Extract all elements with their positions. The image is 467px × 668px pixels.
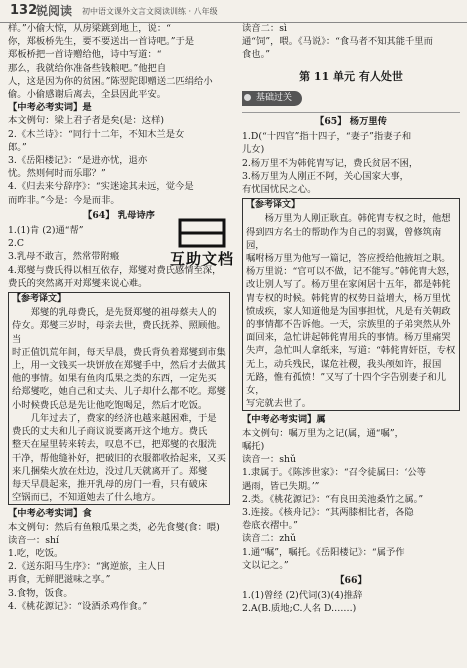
text-line: 愤成疾，家人知道他是为国事担忧，凡是有关朝政 (246, 305, 451, 317)
text-line: 无路，惟有孤愤！”又写了十四个字告别妻子和儿女， (246, 371, 446, 397)
text-line: 得到四方名士的帮助作为自己的羽翼，曾修筑南园， (246, 226, 442, 251)
intro-paragraph (8, 22, 230, 101)
text-line: 整天在屋里转来转去，叹息不已，把郑燮的衣服洗 (12, 439, 217, 451)
text-line: 卷底衣褶中。” (242, 520, 298, 532)
text-line: 本文例句：梁上君子者是矣(是：这样) (8, 115, 165, 127)
text-line: 小时候费氏总是先让他吃饱喝足，然后才吃饭。 (12, 399, 208, 411)
answer-line: 2.C (8, 238, 24, 250)
text-line: 空锅而已，不知道她去了什么地方。 (12, 492, 161, 504)
text-line: 失声，急忙叫人拿纸来，写道：“韩侂胄奸臣，专权 (246, 345, 456, 357)
text-line: 嘱托) (242, 440, 265, 452)
section-title: 【65】 杨万里传 (315, 116, 387, 128)
text-line: 费氏的丈夫和儿子商议说要离开这个地方。费氏 (12, 426, 208, 438)
text-line: 面回来，急忙讲起韩侂胄用兵的事情。杨万里痛哭 (246, 332, 451, 344)
answer-line: 1.(1)肯 (2)通“帮” (8, 225, 84, 237)
answer-line: 2.A(B.质地;C.人名 D.……) (242, 603, 357, 615)
text-line: 4.《归去来兮辞序》：“实迷途其未远，觉今是 (8, 181, 194, 193)
text-line: 干净，帮他缝补好，把破旧的衣服都收拾起来，又买 (12, 452, 226, 464)
text-line: 改让别人写了。杨万里在家闲居十五年，都是韩侂 (246, 279, 451, 291)
text-line: 读音二：zhǔ (242, 533, 297, 545)
exam-word-heading: 【中考必考实词】是 (8, 102, 92, 114)
brand-logo: 锐阅读 (36, 4, 73, 18)
text-line: 人，这是因为你的贫困。”陈翌陀即赠送二匹绢给小 (8, 75, 213, 87)
stamp-logo-icon (170, 218, 256, 250)
text-line: 样。”小偷大惊，从房梁跳到地上，说：“ (8, 23, 171, 34)
text-line: 时正值饥荒年间，每天早晨，费氏背负着郑燮到市集 (12, 346, 226, 358)
answer-line: 3.杨万里为人刚正不阿，关心国家大事， (242, 170, 409, 182)
text-line: 食也。” (242, 49, 270, 61)
text-line: 上，用一文钱买一块饼放在郑燮手中，然后才去做其 (12, 360, 226, 372)
text-line: 1.隶属于。《陈涉世家》：“召令徒属曰：‘公等 (242, 467, 426, 479)
stamp-text: 互助文档 (170, 250, 235, 268)
reference-translation-box (8, 292, 230, 505)
text-line: 他的事情。如果有鱼肉瓜果之类的东西，一定先买 (12, 373, 217, 385)
text-line: 郑燮的乳母费氏，是先贤郑燮的祖母蔡夫人的 (30, 307, 217, 319)
text-line: 2.类。《桃花源记》：“有良田美池桑竹之属。” (242, 493, 424, 505)
text-line: 1.吃，吃饭。 (8, 547, 64, 559)
text-line: 的事情都不告诉他。一天，宗族里的子弟突然从外 (246, 319, 451, 331)
text-line: 1.通“嘱”，嘱托。《岳阳楼记》：“属予作 (242, 546, 405, 558)
answer-line: 1.(1)曾经 (2)代词(3)(4)推辞 (242, 590, 363, 602)
text-line: 再食，无鲜肥滋味之享。” (8, 574, 111, 586)
text-line: 那么，我就给你准备些钱粮吧。”他把自 (8, 62, 167, 74)
text-line: 来几捆柴火放在灶边，没过几天就离开了。郑燮 (12, 465, 208, 477)
answer-line: 4.郑燮与费氏得以相互依存，郑燮对费氏感情至深， (8, 264, 222, 276)
text-line: 2.《送东阳马生序》：“寓逆旅，主人日 (8, 561, 166, 573)
text-line: 本文例句：嘱万里为之记(属，通“嘱”， (242, 427, 404, 439)
reference-heading: 【参考译文】 (246, 200, 301, 211)
answer-line: 2.杨万里不为韩侂胄写记，费氏贫居不困， (242, 157, 419, 169)
divider (242, 112, 460, 113)
text-line: 4.《桃花源记》：“设酒杀鸡作食。” (8, 600, 148, 612)
text-line: 3.连接。《核舟记》：“其两膝相比者，各隐 (242, 506, 414, 518)
text-line: 文以记之。” (242, 559, 289, 571)
text-line: 3.《岳阳楼记》：“是进亦忧，退亦 (8, 155, 148, 167)
series-title: 初中语文课外文言文阅读训练 · 八年级 (82, 7, 218, 16)
watermark-stamp (170, 218, 256, 270)
text-line: 无上，动兵残民，谋危社稷，我头颅如许，报国 (246, 358, 442, 370)
answer-line: 有忧国忧民之心。 (242, 184, 317, 196)
right-column (242, 22, 460, 616)
reference-translation-box (242, 198, 460, 411)
text-line: 偷。小偷感谢后离去，全县因此平安。 (8, 89, 167, 101)
text-line: 2.《木兰诗》：“同行十二年，不知木兰是女 (8, 128, 185, 140)
answer-line: 费氏的突然离开对郑燮来说心难。 (8, 277, 148, 289)
text-line: 而昨非。”今是：今是而非。 (8, 194, 120, 206)
text-line: 给郑燮吃，她自己和丈夫、儿子却什么都不吃。郑燮 (12, 386, 226, 398)
exam-word-heading: 【中考必考实词】属 (242, 414, 326, 426)
answer-line: 1.D(“十四官”指十四子，“妻子”指妻子和 (242, 131, 412, 143)
text-line: 嘱咐杨万里为他写一篇记，答应授给他掖垣之职。 (246, 253, 451, 265)
answer-line: 3.乳母不敢言，然常带附瘢 (8, 251, 120, 263)
text-line: 郑板桥把一首诗赠给他，诗中写道：“ (8, 49, 162, 61)
text-line: 读音一：shǔ (242, 454, 296, 466)
answer-line: 儿女) (242, 144, 265, 156)
text-line: 忧。然则何时而乐耶？” (8, 168, 106, 180)
text-line: 读音二：sì (242, 23, 287, 34)
unit-title: 第 11 单元 有人处世 (299, 69, 403, 83)
text-line: 遇雨，皆已失期。’” (242, 480, 320, 492)
section-title: 【64】 乳母诗序 (83, 209, 155, 221)
text-line: 读音一：shí (8, 534, 59, 546)
text-line: 郎。” (8, 141, 27, 153)
basic-pass-badge: 基础过关 (242, 91, 302, 106)
text-line: 你，郑板桥先生，要不要送出一首诗吧。”于是 (8, 36, 195, 48)
text-line: 本文例句：然后有鱼粮瓜果之类，必先食燮(食：喂) (8, 521, 220, 533)
text-line: 通“饲”，喂。《马说》：“食马者不知其能千里而 (242, 36, 433, 48)
page-number: 132 (10, 3, 38, 18)
left-column (8, 22, 230, 613)
section-title: 【66】 (335, 574, 367, 586)
reference-heading: 【参考译文】 (12, 294, 67, 305)
text-line: 每天早晨起来，推开乳母的房门一看，只有破床 (12, 478, 208, 490)
text-line: 杨万里说：“官可以不做，记不能写。”韩侂胄大怒， (246, 266, 456, 278)
text-line: 杨万里为人刚正耿直。韩侂胄专权之时，他想 (264, 213, 451, 225)
text-line: 3.食物，饭食。 (8, 587, 73, 599)
text-line: 写完就去世了。 (246, 398, 312, 410)
exam-word-heading: 【中考必考实词】食 (8, 508, 92, 520)
text-line: 侍女。郑燮三岁时，母亲去世，费氏抚养、照顾他。当 (12, 320, 226, 345)
text-line: 几年过去了，费家的经济也越来越困难，于是 (30, 412, 217, 424)
page-header (0, 0, 467, 23)
text-line: 胄专权的时候。韩侂胄的权势日益增大，杨万里忧 (246, 292, 451, 304)
